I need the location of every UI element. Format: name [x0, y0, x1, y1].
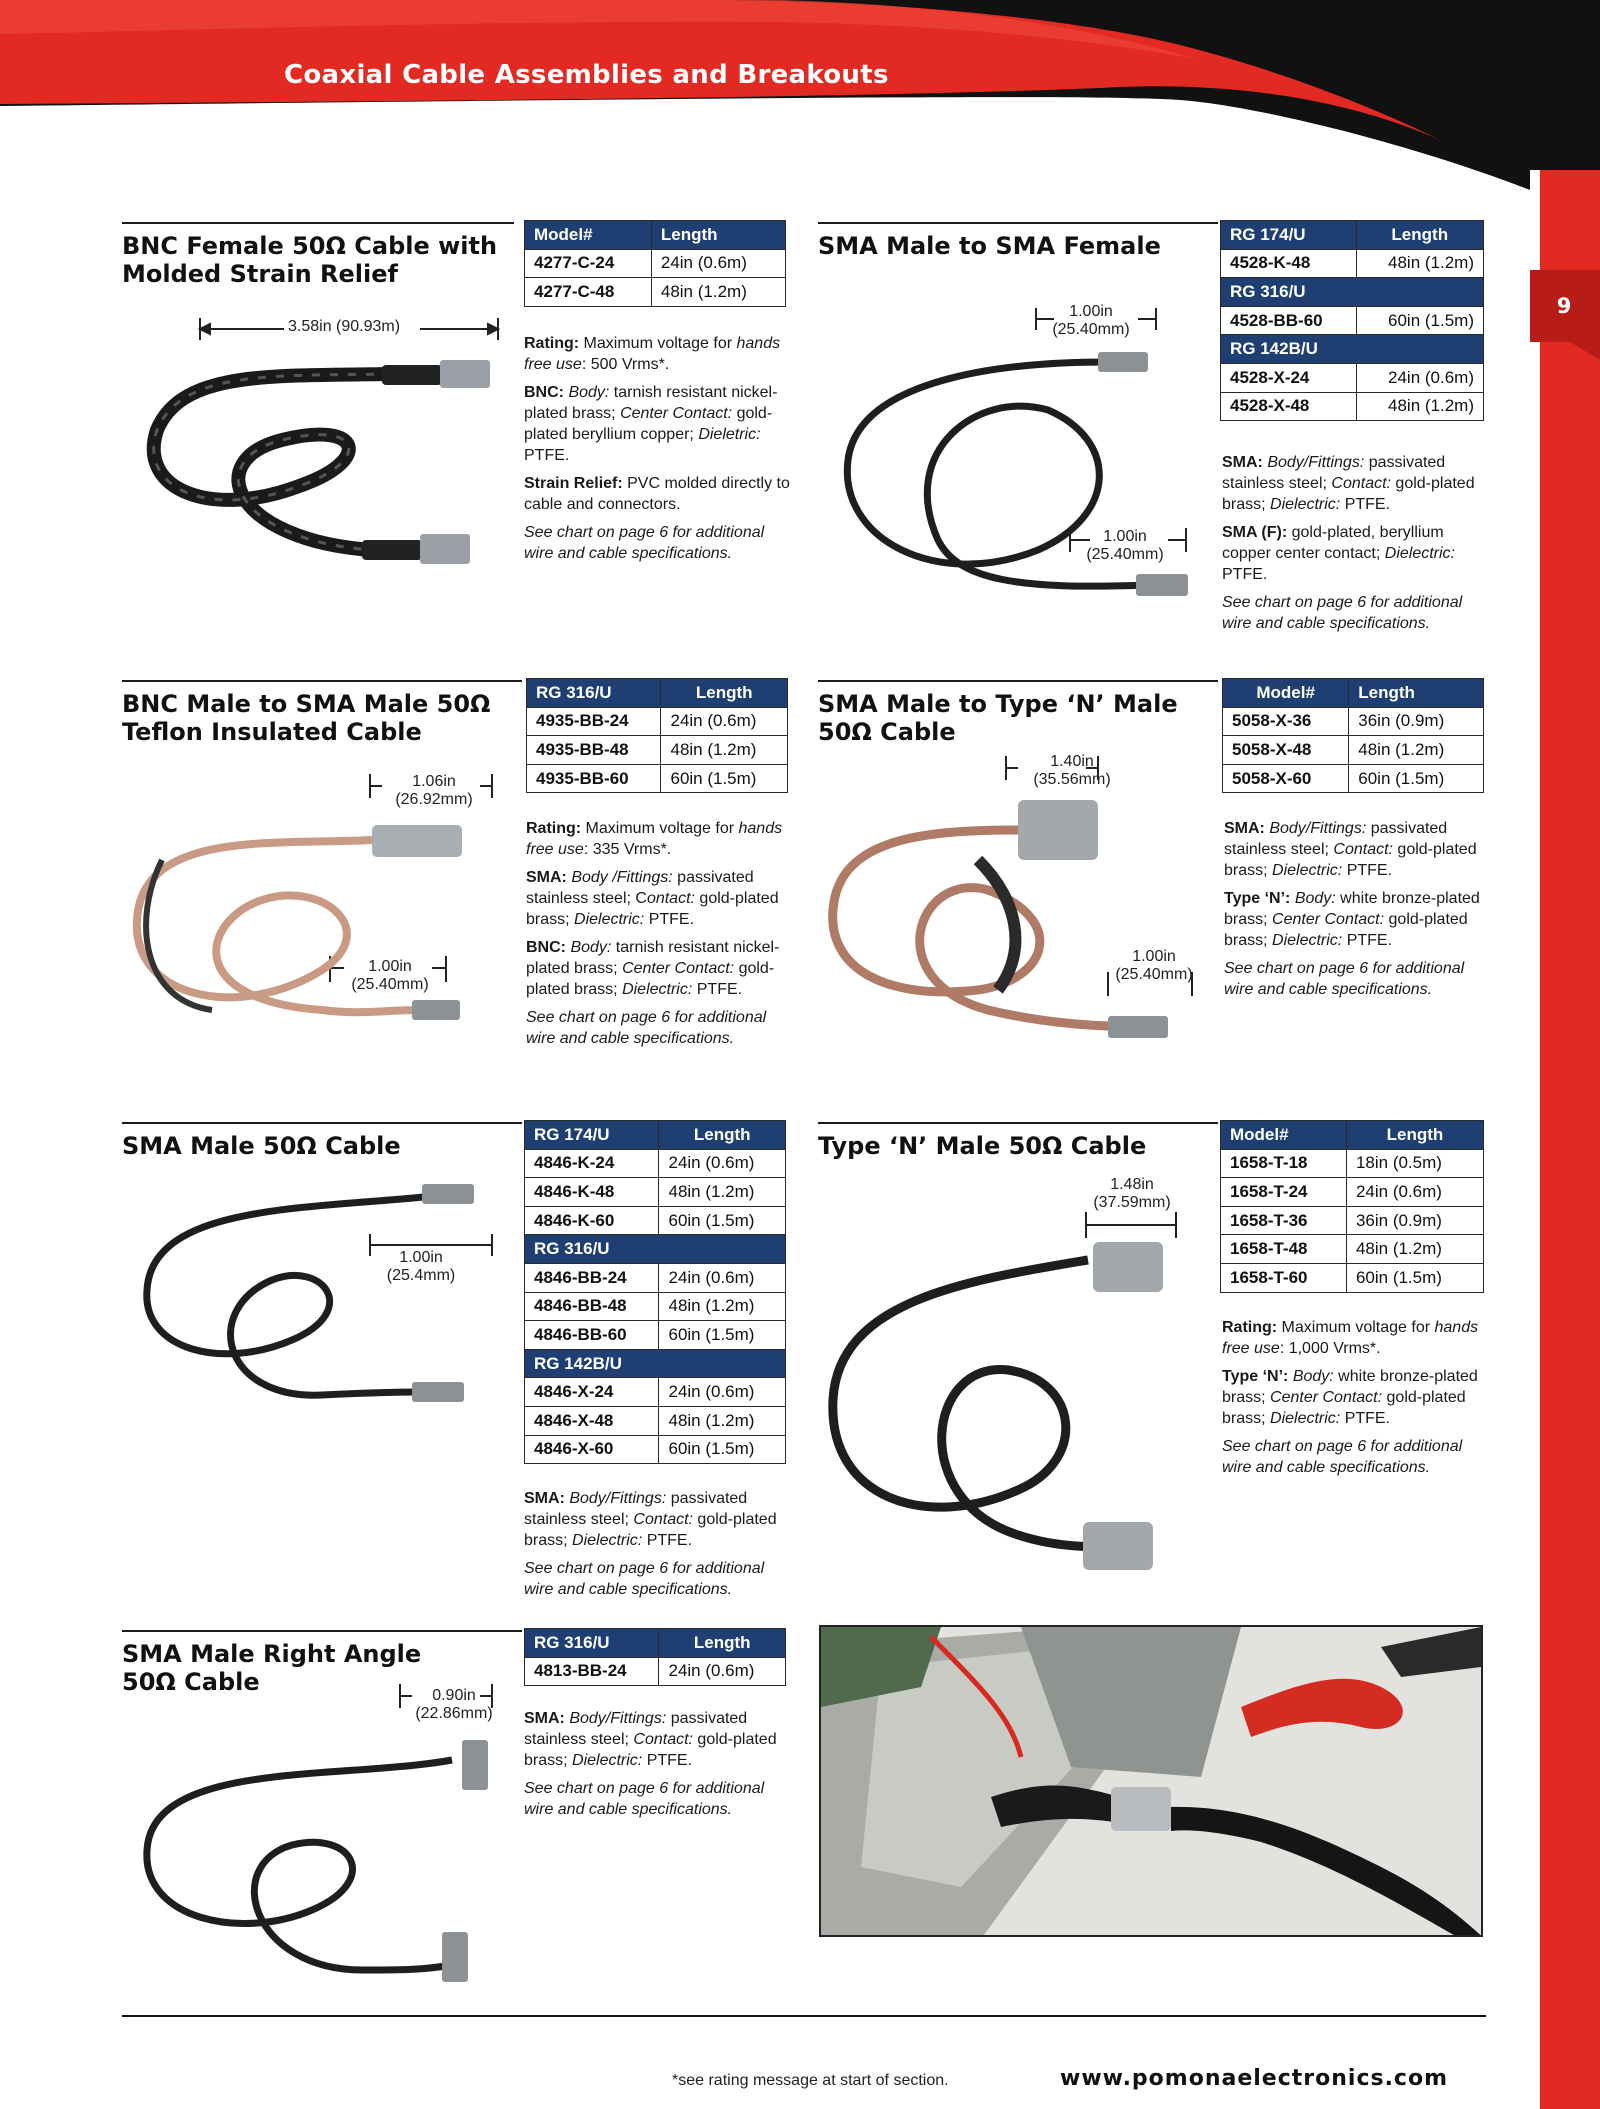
- table-header: Model#: [525, 221, 652, 250]
- sma-type-n-cable-image: [818, 750, 1218, 1060]
- table-row: 4935-BB-60 60in (1.5m): [527, 764, 788, 793]
- table-row: 4846-X-60 60in (1.5m): [525, 1435, 786, 1464]
- product-title: BNC Female 50Ω Cable with Molded Strain Relief: [122, 232, 498, 288]
- table-group-row: RG 142B/U: [1221, 335, 1484, 364]
- table-row: 4846-K-60 60in (1.5m): [525, 1206, 786, 1235]
- section-title: Coaxial Cable Assemblies and Breakouts: [284, 60, 889, 90]
- header-banner: [0, 0, 1600, 190]
- table-row: 4846-K-48 48in (1.2m): [525, 1178, 786, 1207]
- table-row: 4935-BB-48 48in (1.2m): [527, 736, 788, 765]
- page-number-tab: 9: [1556, 294, 1572, 318]
- table-group-row: RG 316/U: [525, 1235, 786, 1264]
- spec-table: Model# Length 5058-X-36 36in (0.9m) 5058-X-48 48in (1.2m) 5058-X-60 60in (1.5m): [1222, 678, 1484, 793]
- bnc-sma-teflon-cable-image: [122, 770, 522, 1060]
- product-description: Rating: Maximum voltage for hands free use: 1,000 Vrms*. Type ‘N’: Body: white bronze-plated brass; Center Contact: gold-plated brass; Dielectric: PTFE. See chart on page 6 for additional wire and cable specifications.: [1222, 1319, 1479, 1476]
- spec-table: RG 174/U Length 4846-K-24 24in (0.6m) 4846-K-48 48in (1.2m) 4846-K-60 60in (1.5m) RG 316/U 4846-BB-24 24in (0.6m) 4846-BB-48 48in (1.2m) 4846-BB-60 60in (1.5m) RG 142B/U 4846-X-24 24in (0.6m) 4846-X-48 48in (1.2m) 4846-X-60 60in (1.5m): [524, 1120, 786, 1464]
- dimension-label: 1.00in (25.40mm): [1086, 528, 1164, 563]
- table-row: 4277-C-48 48in (1.2m): [525, 278, 786, 307]
- spec-table: RG 174/U Length 4528-K-48 48in (1.2m) RG 316/U 4528-BB-60 60in (1.5m) RG 142B/U 4528-X-24 24in (0.6m) 4528-X-48 48in (1.2m): [1220, 220, 1484, 421]
- product-title: SMA Male Right Angle 50Ω Cable: [122, 1640, 422, 1696]
- table-row: 4846-BB-48 48in (1.2m): [525, 1292, 786, 1321]
- product-description: SMA: Body/Fittings: passivated stainless steel; Contact: gold-plated brass; Dielectric: PTFE. See chart on page 6 for additional wire and cable specifications.: [524, 1490, 777, 1598]
- spec-table: [524, 220, 786, 307]
- product-description: SMA: Body/Fittings: passivated stainless steel; Contact: gold-plated brass; Dielectric: PTFE. See chart on page 6 for additional wire and cable specifications.: [524, 1710, 777, 1818]
- spec-table: RG 316/U Length 4813-BB-24 24in (0.6m): [524, 1628, 786, 1686]
- dimension-label: 1.40in (35.56mm): [1033, 753, 1111, 788]
- product-title: SMA Male 50Ω Cable: [122, 1132, 401, 1160]
- product-description: SMA: Body/Fittings: passivated stainless steel; Contact: gold-plated brass; Dielectric: PTFE. SMA (F): gold-plated, beryllium copper center contact; Dielectric: PTFE. See chart on page 6 for additional wire and cable specifications.: [1222, 454, 1475, 632]
- section-rule: [818, 1122, 1218, 1124]
- dimension-label: 0.90in (22.86mm): [415, 1687, 493, 1722]
- table-row: 4846-BB-24 24in (0.6m): [525, 1263, 786, 1292]
- product-title: Type ‘N’ Male 50Ω Cable: [818, 1132, 1147, 1160]
- section-rule: [122, 1630, 522, 1632]
- product-title: SMA Male to Type ‘N’ Male 50Ω Cable: [818, 690, 1178, 746]
- section-rule: [818, 680, 1218, 682]
- table-row: 1658-T-60 60in (1.5m): [1221, 1263, 1484, 1292]
- section-rule: [122, 222, 514, 224]
- application-photo: [819, 1625, 1483, 1937]
- table-row: 4528-X-24 24in (0.6m): [1221, 363, 1484, 392]
- product-title: BNC Male to SMA Male 50Ω Teflon Insulated Cable: [122, 690, 491, 746]
- product-description: Rating: Maximum voltage for hands free use: 335 Vrms*. SMA: Body /Fittings: passivated stainless steel; Contact: gold-plated brass; Dielectric: PTFE. BNC: Body: tarnish resistant nickel-plated brass; Center Contact: gold-plated brass; Dielectric: PTFE. See chart on page 6 for additional wire and cable specifications.: [526, 820, 783, 1047]
- table-row: 4528-K-48 48in (1.2m): [1221, 249, 1484, 278]
- section-rule: [818, 222, 1218, 224]
- section-rule: [122, 680, 522, 682]
- section-rule: [122, 1122, 522, 1124]
- table-row: 5058-X-36 36in (0.9m): [1223, 707, 1484, 736]
- dimension-label: 1.48in (37.59mm): [1093, 1176, 1171, 1211]
- table-group-row: RG 142B/U: [525, 1349, 786, 1378]
- product-description: Rating: Maximum voltage for hands free use: 500 Vrms*. BNC: Body: tarnish resistant nickel-plated brass; Center Contact: gold-plated beryllium copper; Dieletric: PTFE. Strain Relief: PVC molded directly to cable and connectors. See chart on page 6 for additional wire and cable specifications.: [524, 335, 790, 562]
- table-row: 4846-K-24 24in (0.6m): [525, 1149, 786, 1178]
- type-n-male-cable-image: [818, 1170, 1218, 1590]
- bnc-female-cable-image: [122, 310, 522, 630]
- dimension-label: 1.00in (25.4mm): [386, 1249, 456, 1284]
- product-description: SMA: Body/Fittings: passivated stainless steel; Contact: gold-plated brass; Dielectric: PTFE. Type ‘N’: Body: white bronze-plated brass; Center Contact: gold-plated brass; Dielectric: PTFE. See chart on page 6 for additional wire and cable specifications.: [1224, 820, 1480, 998]
- footer-rule: [122, 2015, 1486, 2017]
- website-url[interactable]: www.pomonaelectronics.com: [1060, 2066, 1449, 2091]
- product-title: SMA Male to SMA Female: [818, 232, 1161, 260]
- table-row: 5058-X-60 60in (1.5m): [1223, 764, 1484, 793]
- table-row: 1658-T-36 36in (0.9m): [1221, 1206, 1484, 1235]
- table-row: 5058-X-48 48in (1.2m): [1223, 736, 1484, 765]
- sma-male-cable-image: [122, 1180, 522, 1450]
- sma-male-female-cable-image: [818, 300, 1198, 630]
- dimension-label: 1.00in (25.40mm): [351, 958, 429, 993]
- table-row: 1658-T-18 18in (0.5m): [1221, 1149, 1484, 1178]
- sma-right-angle-cable-image: [122, 1680, 522, 2000]
- dimension-label: 1.00in (25.40mm): [1052, 303, 1130, 338]
- table-row: 4528-X-48 48in (1.2m): [1221, 392, 1484, 421]
- dimension-label: 1.00in (25.40mm): [1115, 948, 1193, 983]
- table-row: 1658-T-48 48in (1.2m): [1221, 1235, 1484, 1264]
- table-row: 4846-BB-60 60in (1.5m): [525, 1321, 786, 1350]
- table-row: 4935-BB-24 24in (0.6m): [527, 707, 788, 736]
- table-row: 4846-X-24 24in (0.6m): [525, 1378, 786, 1407]
- table-header: Length: [651, 221, 785, 250]
- dimension-label: 1.06in (26.92mm): [395, 773, 473, 808]
- table-row: 4528-BB-60 60in (1.5m): [1221, 306, 1484, 335]
- table-row: 4813-BB-24 24in (0.6m): [525, 1657, 786, 1686]
- table-row: 1658-T-24 24in (0.6m): [1221, 1178, 1484, 1207]
- table-group-row: RG 316/U: [1221, 278, 1484, 307]
- spec-table: RG 316/U Length 4935-BB-24 24in (0.6m) 4935-BB-48 48in (1.2m) 4935-BB-60 60in (1.5m): [526, 678, 788, 793]
- dimension-label: 3.58in (90.93m): [284, 318, 404, 336]
- spec-table: Model# Length 1658-T-18 18in (0.5m) 1658-T-24 24in (0.6m) 1658-T-36 36in (0.9m) 1658-T-48 48in (1.2m) 1658-T-60 60in (1.5m): [1220, 1120, 1484, 1293]
- table-row: 4846-X-48 48in (1.2m): [525, 1406, 786, 1435]
- table-row: 4277-C-24 24in (0.6m): [525, 249, 786, 278]
- footnote: *see rating message at start of section.: [672, 2072, 949, 2089]
